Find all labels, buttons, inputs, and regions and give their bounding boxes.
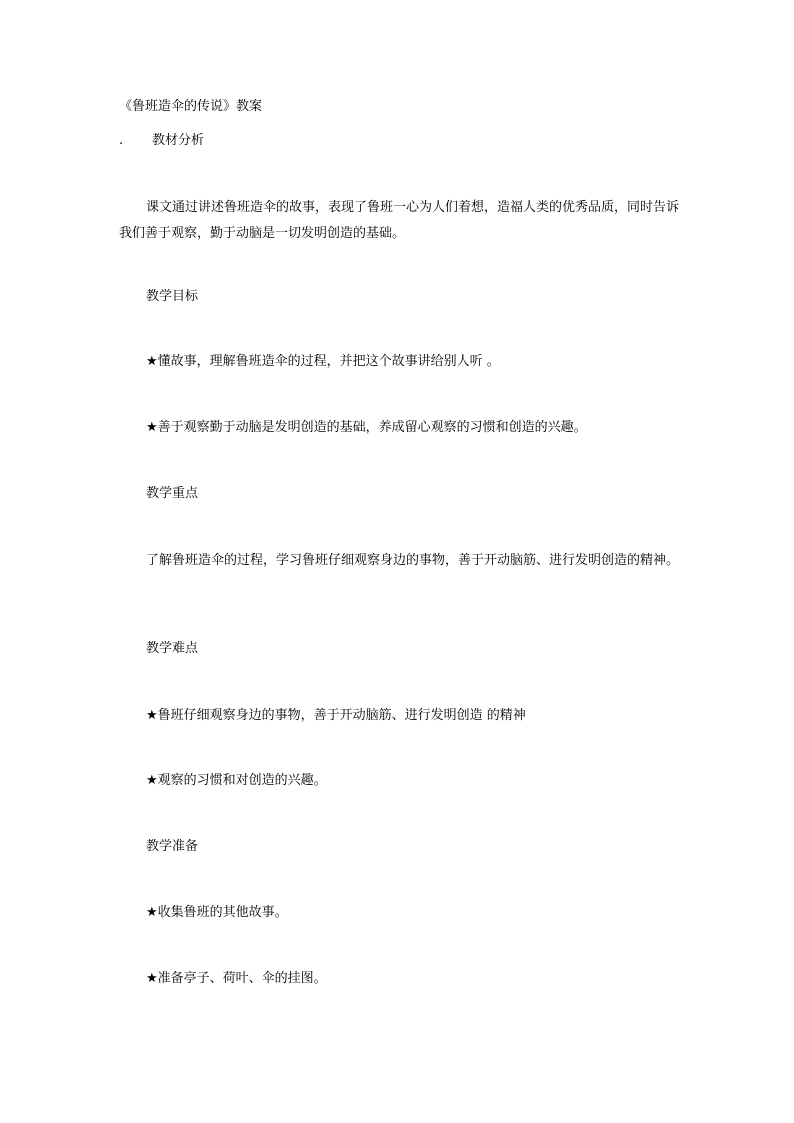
difficulty-item-1 [146,706,526,726]
preparation-item-text: 收集鲁班的其他故事。 [157,905,288,920]
key-points-paragraph: 了解鲁班造伞的过程，学习鲁班仔细观察身边的事物，善于开动脑筋、进行发明创造的精神。 [146,553,680,568]
star-icon: ★ [146,905,158,920]
goal-item-text: 善于观察勤于动脑是发明创造的基础，养成留心观察的习惯和创造的兴趣。 [157,420,587,435]
difficulty-item-text: 观察的习惯和对创造的兴趣。 [157,773,327,788]
preparation-item-text: 准备亭子、荷叶、伞的挂图。 [157,971,327,986]
goal-item-2 [146,418,587,438]
section-heading-difficulties: 教学难点 [146,641,199,656]
star-icon: ★ [146,354,158,369]
section-heading-key-points: 教学重点 [146,486,199,501]
preparation-item-1 [146,903,288,923]
star-icon: ★ [146,420,158,435]
difficulty-item-text: 鲁班仔细观察身边的事物，善于开动脑筋、进行发明创造 的精神 [157,708,526,723]
document-title: 《鲁班造伞的传说》教案 [119,99,263,114]
star-icon: ★ [146,971,158,986]
star-icon: ★ [146,773,158,788]
section-heading-preparation: 教学准备 [146,839,199,854]
goal-item-1 [146,352,500,372]
analysis-paragraph: 课文通过讲述鲁班造伞的故事，表现了鲁班一心为人们着想，造福人类的优秀品质，同时告诉我们善于观察，勤于动脑是一切发明创造的基础。 [119,200,680,241]
section-heading-goals: 教学目标 [146,289,199,304]
difficulty-item-2 [146,771,327,791]
section-marker: . [119,133,124,148]
section-heading-analysis: 教材分析 [152,133,205,148]
goal-item-text: 懂故事，理解鲁班造伞的过程，并把这个故事讲给别人听 。 [157,354,500,369]
preparation-item-2 [146,969,327,989]
star-icon: ★ [146,708,158,723]
